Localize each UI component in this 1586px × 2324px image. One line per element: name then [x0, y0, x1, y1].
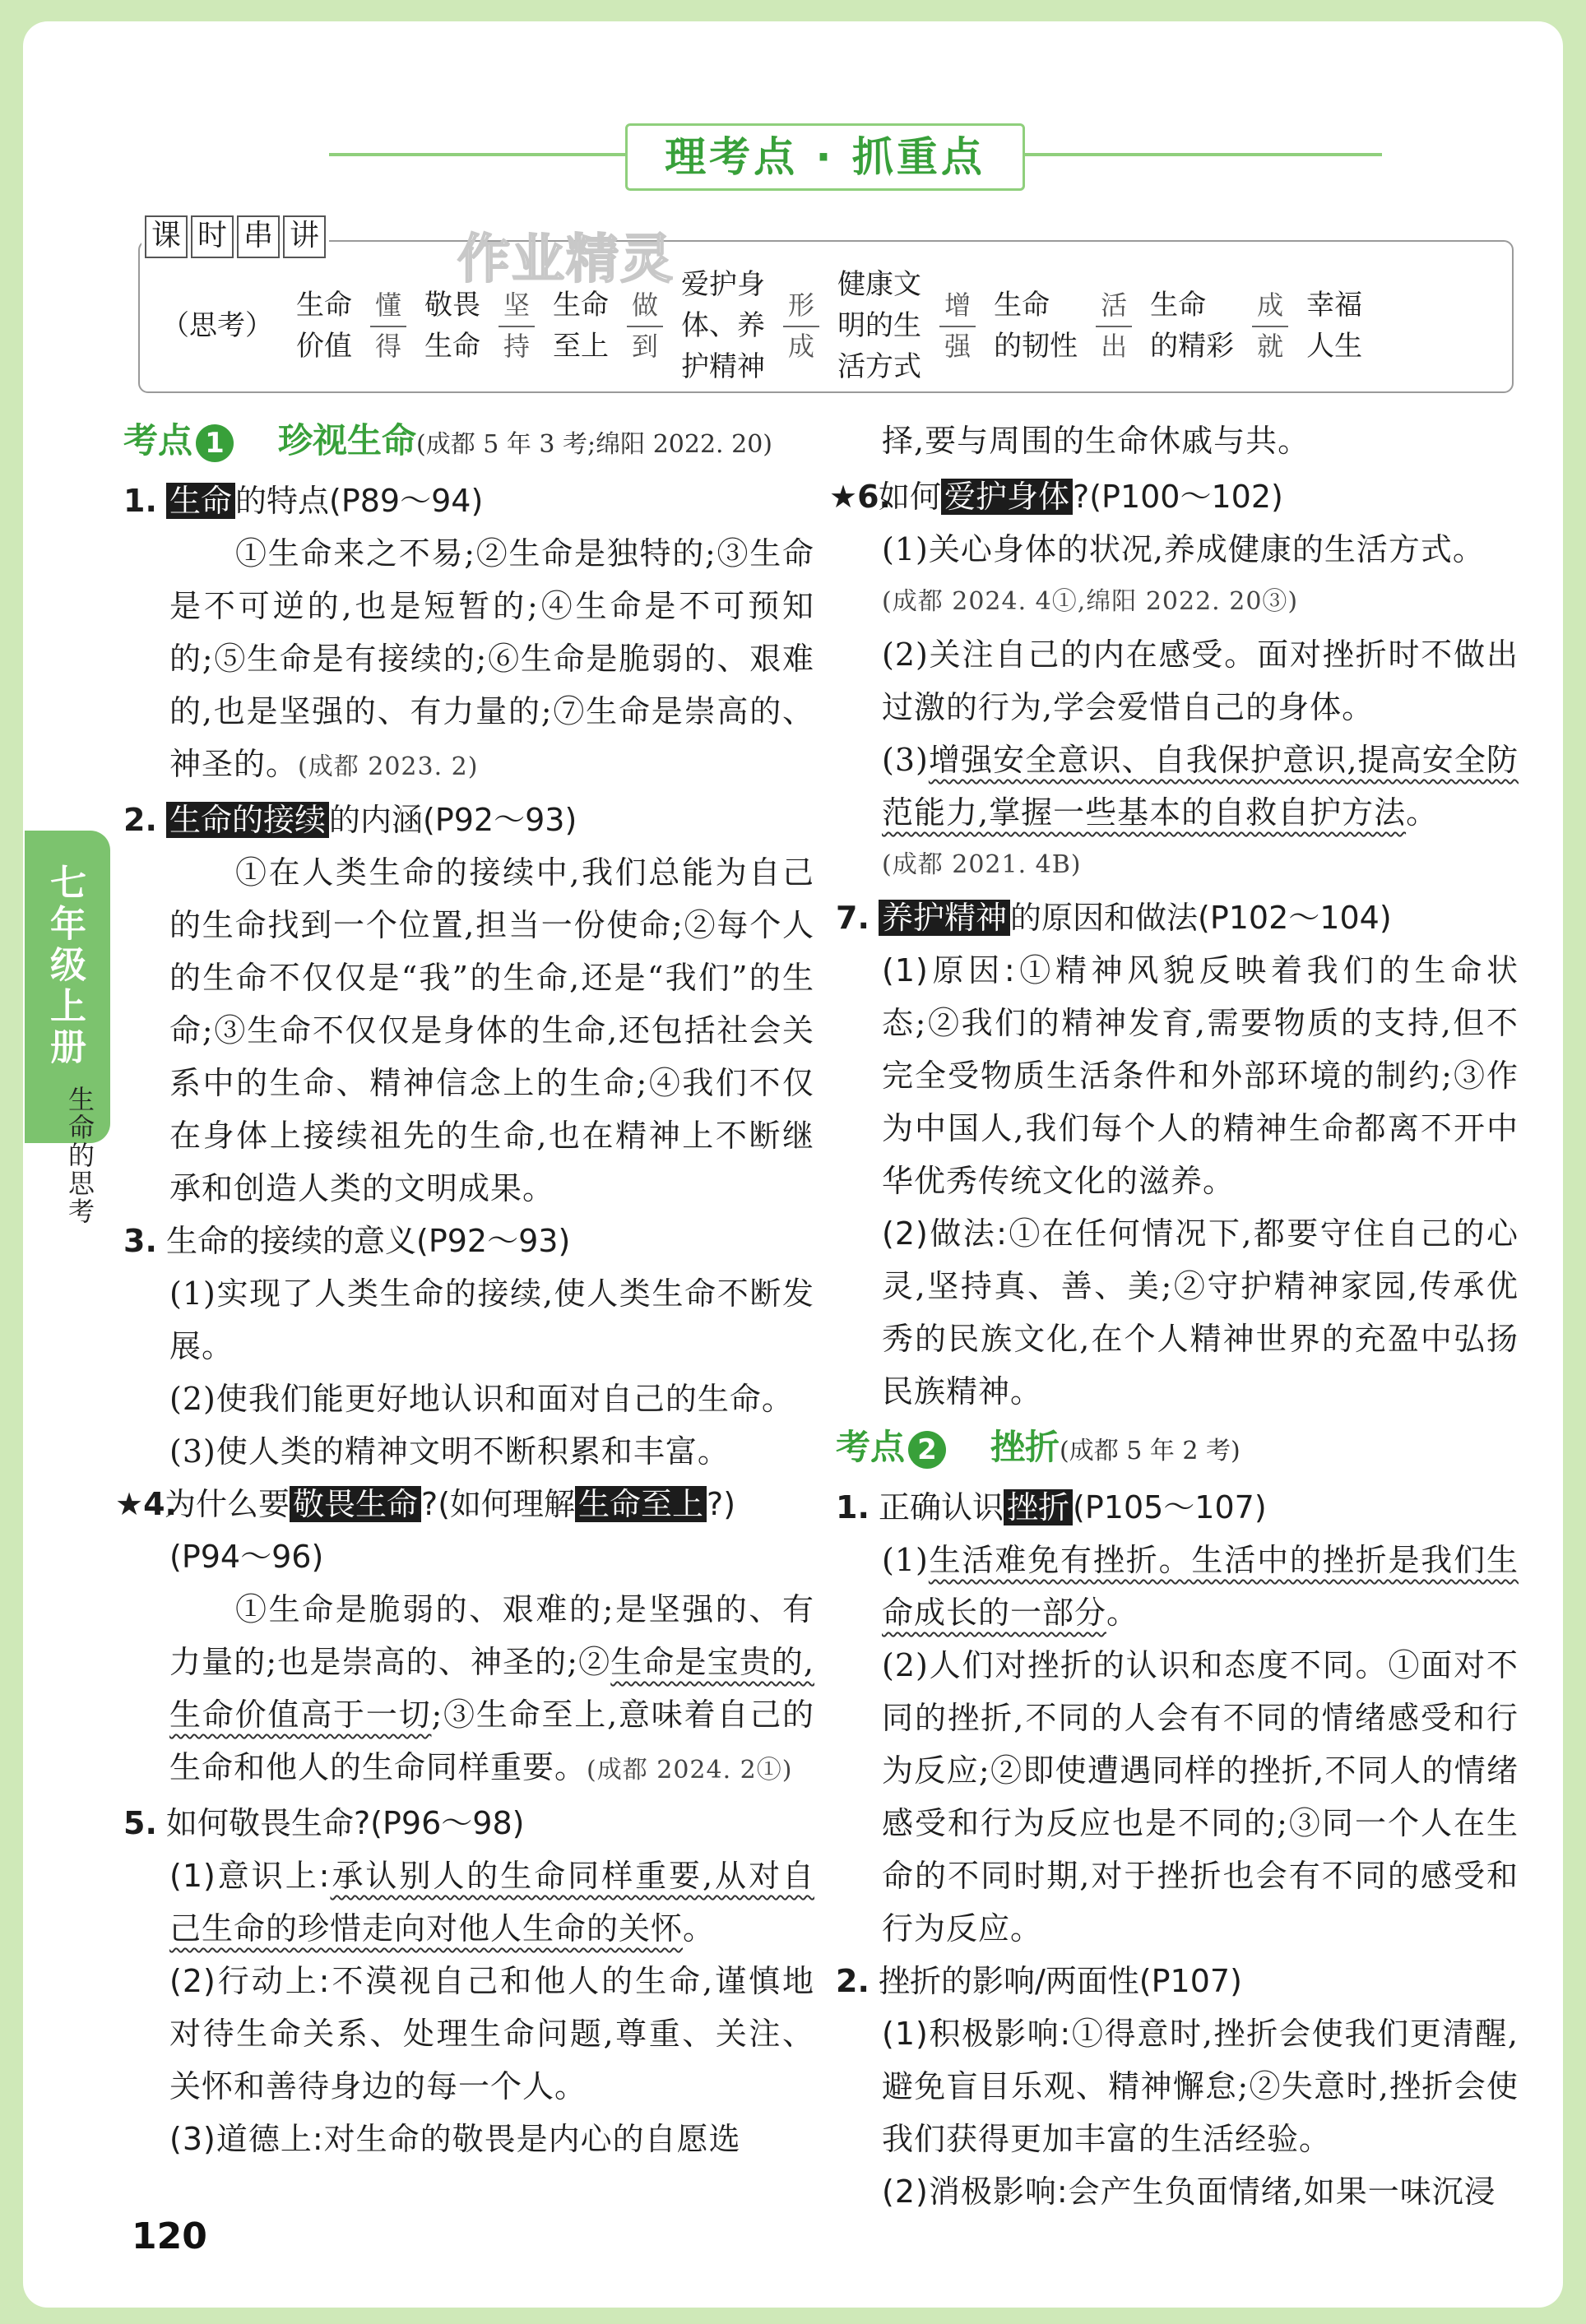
- section-header: [313, 123, 1398, 189]
- question-3-item: (3)使人类的精神文明不断积累和丰富。: [169, 1433, 730, 1470]
- continued-text: 择,要与周围的生命休戚与共。: [882, 423, 1310, 459]
- grade-label: 七年级上册: [44, 863, 86, 1069]
- question-1-heading: 1. 生命 的特点(P89～94): [123, 483, 484, 519]
- question-4-body: ①生命是脆弱的、艰难的;是坚强的、有力量的;也是崇高的、神圣的;②生命是宝贵的,生命价值高于一切;③生命至上,意味着自己的生命和他人的生命同样重要。(成都 2024. 2①): [169, 1591, 814, 1785]
- unit-label: 生命的思考: [64, 1086, 95, 1225]
- question-3-heading: 3. 生命的接续的意义(P92～93): [123, 1223, 571, 1259]
- question-7-item: (2)做法:①在任何情况下,都要守住自己的心灵,坚持真、善、美;②守护精神家园,传承优秀的民族文化,在个人精神世界的充盈中弘扬民族精神。: [882, 1215, 1519, 1410]
- question-5-item: (1)意识上:承认别人的生命同样重要,从对自己生命的珍惜走向对他人生命的关怀。: [169, 1858, 814, 1947]
- watermark: 作业精灵: [457, 229, 675, 290]
- question-6-item: (2)关注自己的内在感受。面对挫折时不做出过激的行为,学会爱惜自己的身体。: [882, 637, 1519, 725]
- r-question-2-heading: 2. 挫折的影响/两面性(P107): [836, 1963, 1242, 1999]
- label-char: 讲: [283, 215, 326, 258]
- question-3-item: (2)使我们能更好地认识和面对自己的生命。: [169, 1381, 794, 1417]
- key-point-number: 2: [908, 1431, 946, 1469]
- question-6-item: (3)增强安全意识、自我保护意识,提高安全防范能力,掌握一些基本的自救自护方法。: [882, 742, 1519, 831]
- flow-connector: 增 强: [944, 285, 971, 367]
- label-char: 串: [237, 215, 280, 258]
- flow-node: 敬畏 生命: [424, 289, 481, 363]
- question-6-item: (1)关心身体的状况,养成健康的生活方式。: [882, 531, 1485, 567]
- question-7-item: (1)原因:①精神风貌反映着我们的生命状态;②我们的精神发育,需要物质的支持,但不完全受物质生活条件和外部环境的制约;③作为中国人,我们每个人的精神生命都离不开中华优秀传统文化的滋养。: [882, 952, 1519, 1199]
- r-question-2-item: (1)积极影响:①得意时,挫折会使我们更清醒,避免盲目乐观、精神懈怠;②失意时,挫折会使我们获得更加丰富的生活经验。: [882, 2016, 1519, 2157]
- flow-connector: 坚 持: [503, 285, 530, 367]
- key-point-number: 1: [196, 424, 234, 462]
- flow-node: 生命 的韧性: [994, 289, 1078, 363]
- page-number: 120: [132, 2215, 207, 2257]
- question-6-source: (成都 2021. 4B): [882, 850, 1082, 879]
- question-5-heading: 5. 如何敬畏生命?(P96～98): [123, 1805, 525, 1841]
- r-question-1-item: (1)生活难免有挫折。生活中的挫折是我们生命成长的一部分。: [882, 1542, 1519, 1631]
- key-point-1: 考点 1 珍视生命(成都 5 年 3 考;绵阳 2022. 20): [123, 411, 814, 475]
- flow-connector: 活 出: [1101, 285, 1127, 367]
- question-5-item: (3)道德上:对生命的敬畏是内心的自愿选: [169, 2121, 741, 2157]
- concept-flow: [138, 240, 1510, 390]
- header-rule-left: [329, 153, 625, 156]
- flow-node: 幸福 人生: [1306, 289, 1363, 363]
- key-point-title: 挫折: [990, 1427, 1060, 1467]
- flow-node: 爱护身 体、养 护精神: [681, 268, 766, 383]
- r-question-1-heading: 1. 正确认识 挫折 (P105～107): [836, 1489, 1267, 1525]
- r-question-1-item: (2)人们对挫折的认识和态度不同。①面对不同的挫折,不同的人会有不同的情绪感受和行为反应;②即使遭遇同样的挫折,不同人的情绪感受和行为反应也是不同的;③同一个人在生命的不同时期,对于挫折也会有不同的感受和行为反应。: [882, 1647, 1519, 1947]
- label-char: 课: [145, 215, 188, 258]
- question-4-pages: (P94～96): [169, 1539, 324, 1575]
- key-point-source: (成都 5 年 2 考): [1060, 1437, 1241, 1465]
- question-5-item: (2)行动上:不漠视自己和他人的生命,谨慎地对待生命关系、处理生命问题,尊重、关注、关怀和善待身边的每一个人。: [169, 1963, 814, 2104]
- key-point-title: 珍视生命: [278, 420, 417, 461]
- question-4-heading: ★4.为什么要 敬畏生命 ?(如何理解 生命至上 ?): [115, 1486, 736, 1522]
- question-2-heading: 2. 生命的接续 的内涵(P92～93): [123, 802, 577, 838]
- flow-node: 生命 价值: [296, 289, 352, 363]
- r-question-2-item: (2)消极影响:会产生负面情绪,如果一味沉浸: [882, 2174, 1496, 2210]
- question-7-heading: 7. 养护精神 的原因和做法(P102～104): [836, 900, 1392, 936]
- flow-connector: 形 成: [788, 285, 814, 367]
- flow-node: 生命 至上: [553, 289, 610, 363]
- flow-node: 健康文 明的生 活方式: [837, 268, 922, 383]
- label-char: 时: [191, 215, 234, 258]
- question-1-body: ①生命来之不易;②生命是独特的;③生命是不可逆的,也是短暂的;④生命是不可预知的;⑤生命是有接续的;⑥生命是脆弱的、艰难的,也是坚强的、有力量的;⑦生命是崇高的、神圣的。(成都 2023. 2): [169, 535, 814, 782]
- header-rule-right: [1020, 153, 1382, 156]
- flow-start-label: （思考）: [161, 309, 273, 342]
- question-6-heading: ★6.如何 爱护身体 ?(P100～102): [829, 479, 1283, 515]
- right-column: [829, 411, 1519, 2218]
- key-point-2: 考点 2 挫折(成都 5 年 2 考): [836, 1418, 1519, 1481]
- question-6-source: (成都 2024. 4①,绵阳 2022. 20③): [882, 587, 1299, 616]
- question-3-item: (1)实现了人类生命的接续,使人类生命不断发展。: [169, 1275, 814, 1364]
- page-title: 理考点 · 抓重点: [625, 123, 1025, 191]
- left-column: [115, 411, 814, 2165]
- flow-node: 生命 的精彩: [1150, 289, 1235, 363]
- question-2-body: ①在人类生命的接续中,我们总能为自己的生命找到一个位置,担当一份使命;②每个人的生命不仅仅是“我”的生命,还是“我们”的生命;③生命不仅仅是身体的生命,还包括社会关系中的生命、精神信念上的生命;④我们不仅在身体上接续祖先的生命,也在精神上不断继承和创造人类的文明成果。: [169, 854, 814, 1206]
- key-point-source: (成都 5 年 3 考;绵阳 2022. 20): [416, 430, 772, 459]
- flow-connector: 成 就: [1257, 285, 1283, 367]
- flow-connector: 懂 得: [375, 285, 401, 367]
- flow-connector: 做 到: [632, 285, 658, 367]
